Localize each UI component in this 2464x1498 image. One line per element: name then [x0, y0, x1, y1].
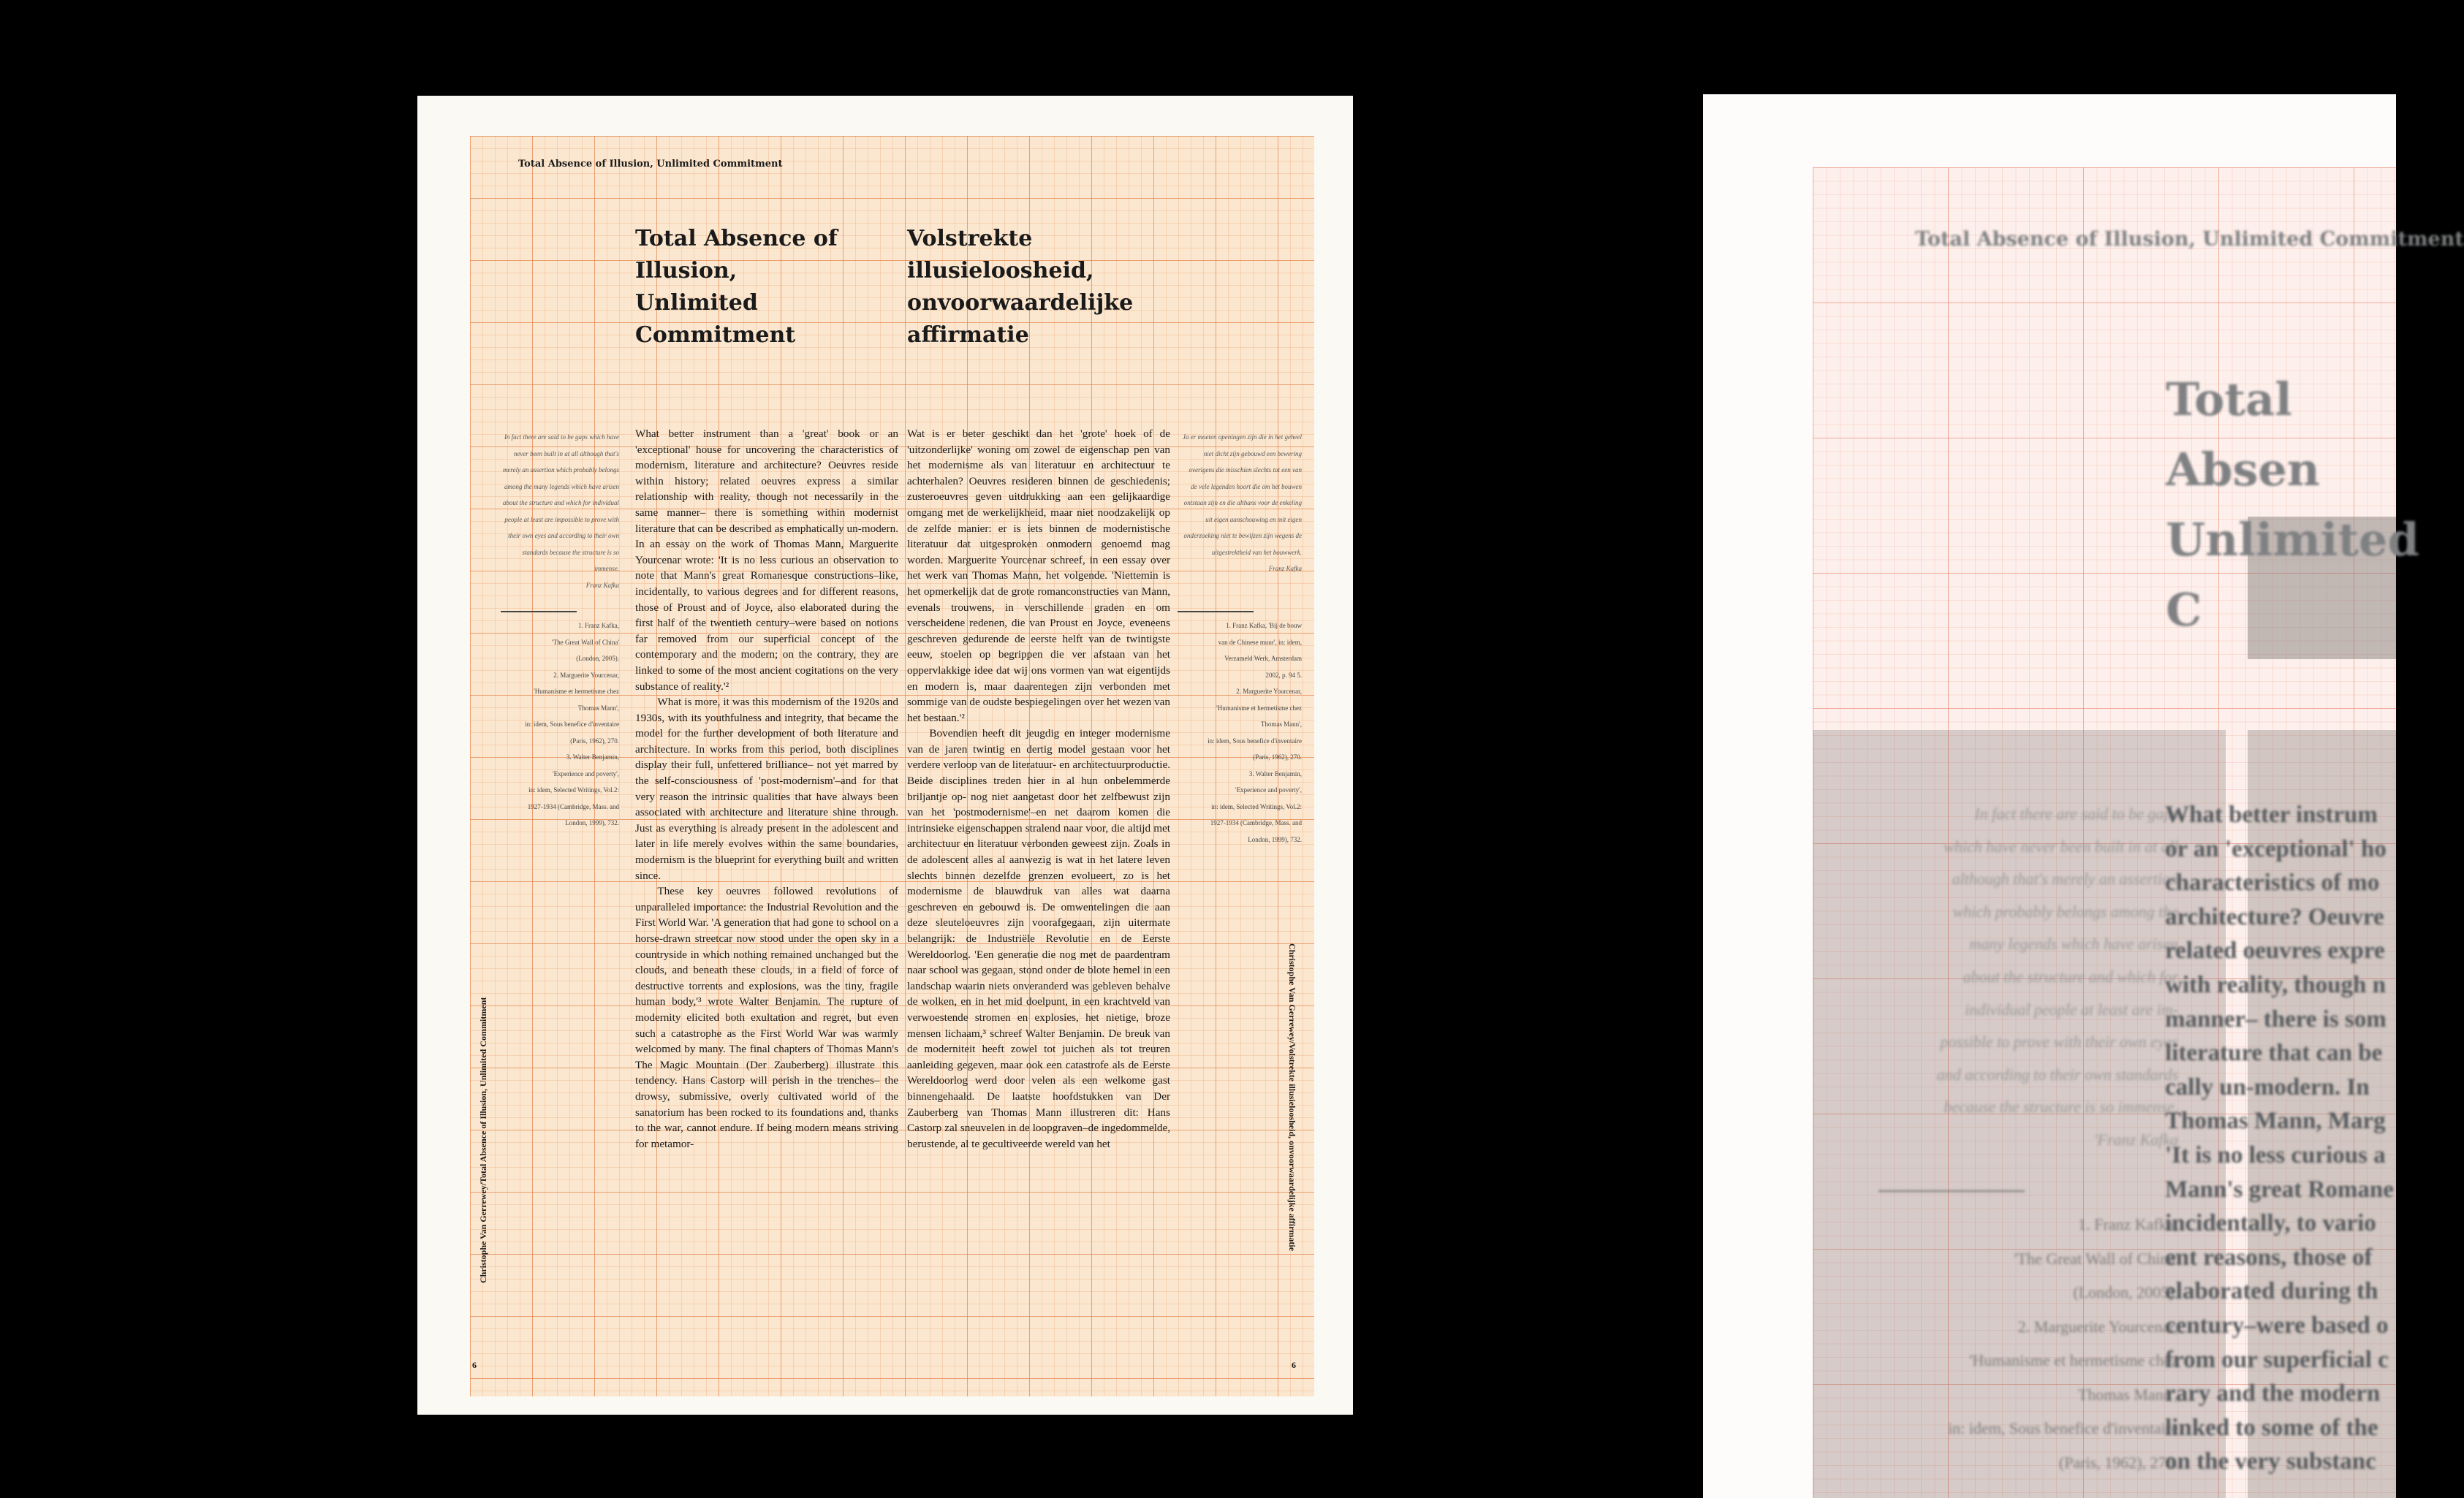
- page-number-left: 6: [472, 1360, 477, 1370]
- spread-sheet: [417, 96, 1353, 1415]
- side-running-head-en: Christophe Van Gerrewey/Total Absence of Illusion, Unlimited Commitment: [478, 997, 488, 1283]
- title-nl: Volstrekte illusieloosheid, onvoorwaardelijke affirmatie: [907, 226, 1134, 348]
- title-en: Total Absence of Illusion, Unlimited Commitment: [635, 226, 838, 348]
- epigraph-en: In fact there are said to be gaps which have never been built in at all although that's merely an assertion which probably belongs among the many legends which have arisen about the structure and which for individual people at least are impossible to prove with their own eyes and according to their own standards because the structure is so immense. Franz Kafka: [502, 433, 619, 589]
- zoom-title: Total Absen Unlimited C: [2166, 373, 2419, 636]
- zoom-running-head: Total Absence of Illusion, Unlimited Commitment: [1915, 228, 2464, 251]
- side-running-head-nl: Christophe Van Gerrewey/Volstrekte illusieloosheid, onvoorwaardelijke affirmatie: [1287, 943, 1297, 1252]
- body-column-en: What better instrument than a 'great' book or an 'exceptional' house for uncovering the characteristics of modernism, literature and architecture? Oeuvres reside within history; related oeuvres express a similar relationship with reality, though not necessarily in the same manner– there is something within modernist literature that can be described as emphatically un-modern. In an essay on the work of Thomas Mann, Marguerite Yourcenar wrote: 'It is no less curious an observation to note that Mann's great Romanesque constructions–like, incidentally, to various degrees and for different reasons, those of Proust and of Joyce, also elaborated during the first half of the twentieth century–were based on notions far removed from our superficial concept of the contemporary and the modern; on the contrary, they are linked to some of the most ancient cogitations on the very substance of reality.'² What is more, it was this modernism of the 1920s and 1930s, with its youthfulness and integrity, that became the model for the further development of both literature and architecture. In works from this period, both disciplines display their full, unfettered brilliance– not yet marred by the self-consciousness of 'post-modernism'–and for that very reason the intrinsic qualities that have always been associated with architecture and literature shine through. Just as everything is already present in the adolescent and later in life merely evolves within the same boundaries, modernism is the blueprint for everything built and written since. These key oeuvres followed revolutions of unparalleled importance: the Industrial Revolution and the First World War. 'A generation that had gone to school on a horse-drawn streetcar now stood under the open sky in a countryside in which nothing remained unchanged but the clouds, and beneath these clouds, in a field of force of destructive torrents and explosions, was the tiny, fragile human body,'³ wrote Walter Benjamin. The rupture of modernity elicited both exultation and regret, but even such a catastrophe as the First World War was warmly welcomed by many. The final chapters of Thomas Mann's The Magic Mountain (Der Zauberberg) illustrate this tendency. Hans Castorp will perish in the trenches– the drowsy, submissive, overly cultivated world of the sanatorium has been rocked to its foundations and, thanks to the war, cannot endure. If being modern means striving for metamor-: [635, 427, 898, 1150]
- zoom-footnote-rule: [1879, 1190, 2025, 1192]
- footnotes-nl: 1. Franz Kafka, 'Bij de bouw van de Chinese muur', in: idem, Verzameld Werk, Amsterdam 2002, p. 94 5. 2. Marguerite Yourcenar, 'Humanisme et hermetisme chez Thomas Mann', in: idem, Sous benefice d'inventaire (Paris, 1962), 270. 3. Walter Benjamin, 'Experience and poverty', in: idem, Selected Writings, Vol.2: 1927-1934 (Cambridge, Mass. and London, 1999), 732.: [1208, 622, 1302, 843]
- zoom-sheet: [1703, 94, 2464, 1498]
- body-column-nl: Wat is er beter geschikt dan het 'grote' hoek of de 'uitzonderlijke' woning om zowel de eigenschap pen van het modernisme als van literatuur en architectuur te achterhalen? Oeuvres resideren binnen de geschiedenis; zusteroeuvres geven uitdrukking aan een gelijkaardige omgang met de werkelijkheid, maar niet noodzakelijk op de zelfde manier: er is iets binnen de modernistische literatuur dat uitgesproken onmodern genoemd mag worden. Marguerite Yourcenar schreef, in een essay over het werk van Thomas Mann, het volgende. 'Niettemin is het opmerkelijk dat de grote romanconstructies van Mann, evenals trouwens, in verschillende graden en om verscheidene redenen, die van Proust en Joyce, eveneens geschreven gedurende de eerste helft van de twintigste eeuw, stoelen op begrippen die ver afstaan van het oppervlakkige idee dat wij ons vormen van wat eigentijds en modern is, maar daarentegen zijn verbonden met sommige van de oudste bespiegelingen over het wezen van het bestaan.'² Bovendien heeft dit jeugdig en integer modernisme van de jaren twintig en dertig model gestaan voor het verdere verloop van de literatuur- en architectuurproductie. Beide disciplines treden hier in al hun onbelemmerde briljantje op- nog niet aangetast door het zelfbewust zijn van het 'postmodernisme'–en net daarom komen die intrinsieke eigenschappen stralend naar voor, die altijd met architectuur en literatuur verbonden geweest zijn. Zoals in de adolescent alles al aanwezig is wat in het latere leven slechts binnen dezelfde grenzen evolueert, zo is het modernisme de blauwdruk van alles wat daarna geschreven en gebouwd is. De omwentelingen die aan deze sleuteloeuvres zijn voorafgegaan, zijn uitermate belangrijk: de Industriële Revolutie en de Eerste Wereldoorlog. 'Een generatie die nog met de paardentram naar school was gegaan, stond onder de blote hemel in een landschap waarin niets onveranderd was gebleven behalve de wolken, en in het mid doelpunt, in een krachtveld van verwoestende stromen en explosies, het nietige, broze mensen lichaam,³ schreef Walter Benjamin. De breuk van de moderniteit heeft zowel tot juichen als tot treuren aanleiding gegeven, maar ook een catastrofe als de Eerste Wereldoorlog werd door velen als een welkome gast binnengehaald. De laatste hoofdstukken van Der Zauberberg van Thomas Mann illustreren dit: Hans Castorp zal sneuvelen in de loopgraven–de ingedommelde, berustende, al te gecultiveerde wereld van het: [907, 427, 1170, 1150]
- running-head: Total Absence of Illusion, Unlimited Commitment: [518, 159, 783, 170]
- zoom-body-column: What better instrum or an 'exceptional' ho characteristics of mo architecture? Oeuvre related oeuvres expre with reality, though n manner– there is som literature that can be cally un-modern. In Thomas Mann, Marg 'It is no less curious a Mann's great Romane incidentally, to vario ent reasons, those of elaborated during th century–were based o from our superficial c rary and the modern linked to some of the on the very substanc: [2165, 802, 2394, 1475]
- footnotes-en: 1. Franz Kafka, 'The Great Wall of China' (London, 2005). 2. Marguerite Yourcenar, 'Humanisme et hermetisme chez Thomas Mann', in: idem, Sous benefice d'inventaire (Paris, 1962), 270. 3. Walter Benjamin, 'Experience and poverty', in: idem, Selected Writings, Vol.2: 1927-1934 (Cambridge, Mass. and London, 1999), 732.: [525, 622, 619, 826]
- footnote-rule-right: [1178, 611, 1254, 612]
- zoom-epigraph: In fact there are said to be gaps which have never been built in at all although that's merely an assertion which probably belongs among the many legends which have arisen about the structure and which for individual people at least are im- possible to prove with their own eyes and according to their own standards because the structure is so immense. 'Franz Kafka: [1936, 805, 2178, 1149]
- footnote-rule-left: [501, 611, 577, 612]
- epigraph-nl: Ja er moeten openingen zijn die in het geheel niet dicht zijn gebouwd een bewering overigens die misschien slechts tot een van de vele legenden hoort die om het bouwen ontstaan zijn en die althans voor de enkeling uit eigen aanschouwing en mit eigen onderzoeking niet te bewijzen zijn wegens de uitgestrektheid van het bouwwerk. Franz Kafka: [1183, 433, 1302, 572]
- zoom-footnotes: 1. Franz Kafka, 'The Great Wall of China' (London, 2005). 2. Marguerite Yourcenar, 'Humanisme et hermetisme chez Thomas Mann', in: idem, Sous benefice d'inventaire (Paris, 1962), 270.: [1948, 1215, 2178, 1472]
- page-number-right: 6: [1292, 1360, 1296, 1370]
